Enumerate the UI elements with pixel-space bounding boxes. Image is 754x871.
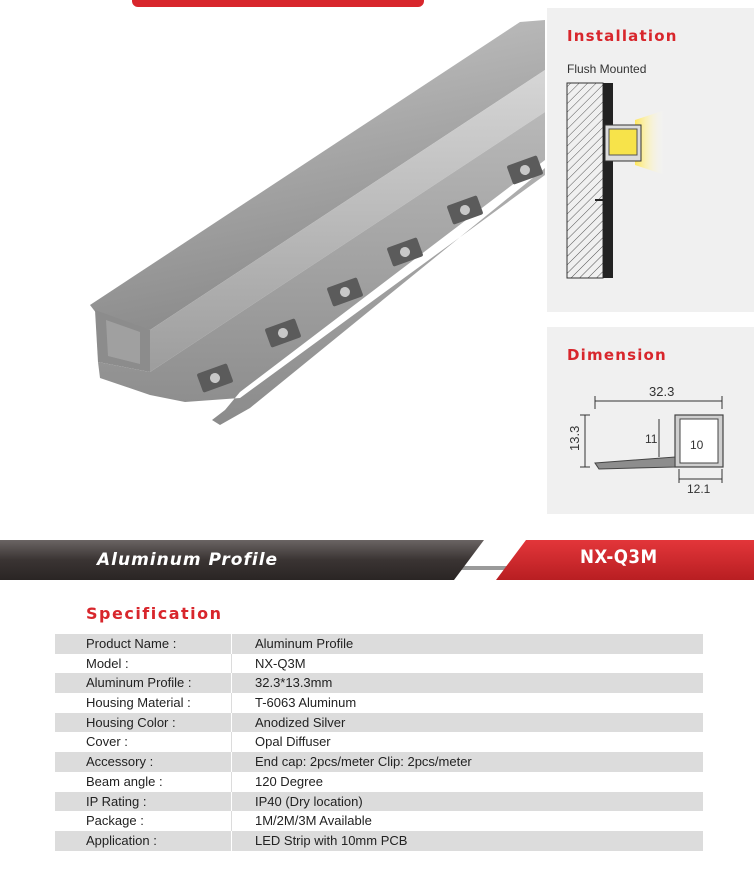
spec-label: Accessory :: [86, 754, 154, 770]
led-diffuser: [609, 129, 637, 155]
profile-flange-outline: [595, 457, 675, 469]
dim-height-label: 13.3: [567, 425, 582, 451]
spec-label: Application :: [86, 832, 157, 848]
specification-table: [55, 634, 703, 851]
spec-value: Anodized Silver: [255, 714, 346, 730]
product-banner: [0, 540, 754, 582]
spec-value: Aluminum Profile: [255, 636, 354, 651]
spec-value: 120 Degree: [255, 773, 323, 789]
product-image: [0, 0, 545, 520]
spec-label: Package :: [86, 813, 144, 829]
spec-label: Beam angle :: [86, 773, 163, 789]
dimension-diagram: [557, 379, 747, 499]
installation-diagram: [565, 80, 675, 285]
spec-value: LED Strip with 10mm PCB: [255, 832, 408, 848]
spec-label: Model :: [86, 655, 129, 671]
spec-label: IP Rating :: [86, 793, 147, 809]
spec-value: NX-Q3M: [255, 655, 306, 671]
installation-title: Installation: [567, 27, 678, 45]
spec-value: End cap: 2pcs/meter Clip: 2pcs/meter: [255, 754, 472, 770]
banner-model: NX-Q3M: [580, 546, 658, 568]
spec-value: 32.3*13.3mm: [255, 675, 333, 691]
drywall-layer: [603, 83, 613, 278]
banner-category: Aluminum Profile: [97, 550, 279, 570]
installation-panel: [547, 8, 754, 312]
spec-row: [55, 713, 703, 733]
spec-row: [55, 634, 703, 654]
spec-label: Aluminum Profile :: [86, 675, 192, 691]
spec-row: [55, 693, 703, 713]
spec-value: 1M/2M/3M Available: [255, 813, 372, 829]
dimension-title: Dimension: [567, 346, 667, 364]
spec-row: [55, 792, 703, 812]
dim-inner-height-label: 11: [645, 432, 658, 446]
wall-section: [567, 83, 603, 278]
installation-mount-type: Flush Mounted: [567, 62, 647, 76]
dim-inner-width-label: 10: [690, 438, 704, 452]
dim-width-label: 32.3: [649, 384, 675, 399]
spec-row: [55, 811, 703, 831]
spec-row: [55, 772, 703, 792]
spec-label: Housing Material :: [86, 695, 191, 711]
spec-value: IP40 (Dry location): [255, 793, 363, 809]
spec-row: [55, 673, 703, 693]
spec-row: [55, 752, 703, 772]
spec-label: Cover :: [86, 734, 128, 750]
spec-row: [55, 732, 703, 752]
spec-row: [55, 654, 703, 674]
dimension-panel: [547, 327, 754, 514]
dim-channel-width-label: 12.1: [687, 482, 711, 496]
spec-row: [55, 831, 703, 851]
specification-title: Specification: [86, 604, 223, 623]
spec-value: T-6063 Aluminum: [255, 695, 357, 711]
spec-label: Housing Color :: [86, 714, 176, 730]
spec-value: Opal Diffuser: [255, 734, 331, 750]
spec-label: Product Name :: [86, 636, 177, 651]
